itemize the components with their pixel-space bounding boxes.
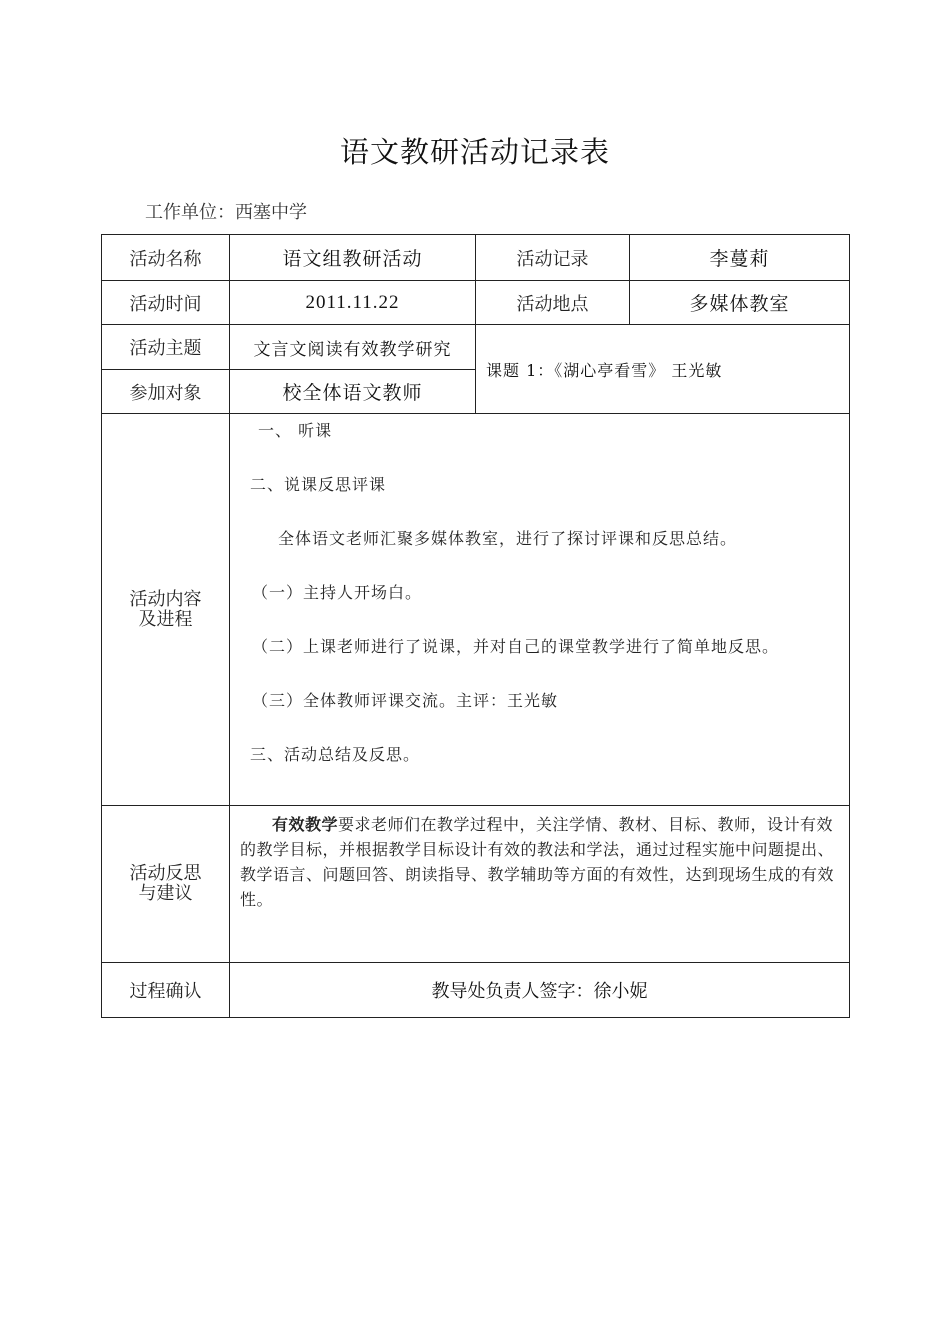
work-unit: 工作单位：西塞中学 <box>145 202 307 223</box>
recorder-value: 李蔓莉 <box>630 235 850 281</box>
participants-value: 校全体语文教师 <box>230 370 476 414</box>
reflection-label-text: 活动反思与建议 <box>129 863 202 904</box>
activity-record-table <box>101 234 850 1018</box>
activity-time-value: 2011.11.22 <box>230 281 476 325</box>
activity-place-label: 活动地点 <box>476 281 630 325</box>
activity-name-value: 语文组教研活动 <box>230 235 476 281</box>
content-line-6: （三）全体教师评课交流。主评：王光敏 <box>252 691 559 710</box>
reflection-lead: 有效教学 <box>272 815 339 834</box>
document-title: 语文教研活动记录表 <box>339 135 610 169</box>
content-cell <box>230 414 850 806</box>
confirm-label: 过程确认 <box>102 963 230 1018</box>
content-label <box>102 414 230 806</box>
content-line-4: （一）主持人开场白。 <box>252 583 423 602</box>
content-label-text: 活动内容及进程 <box>129 588 202 630</box>
content-line-7: 三、活动总结及反思。 <box>250 745 421 764</box>
activity-time-label: 活动时间 <box>102 281 230 325</box>
activity-name-label: 活动名称 <box>102 235 230 281</box>
content-line-1: 一、 听课 <box>258 421 333 440</box>
reflection-body: 要求老师们在教学过程中，关注学情、教材、目标、教师，设计有效的教学目标，并根据教学目标设计有效的教法和学法，通过过程实施中问题提出、教学语言、问题回答、朗读指导、教学辅助等方面的有效性，达到现场生成的有效性。 <box>240 815 835 909</box>
content-line-5: （二）上课老师进行了说课，并对自己的课堂教学进行了简单地反思。 <box>252 637 780 656</box>
activity-theme-value: 文言文阅读有效教学研究 <box>230 325 476 370</box>
lesson-info: 课题 1：《湖心亭看雪》 王光敏 <box>476 325 850 414</box>
participants-label: 参加对象 <box>102 370 230 414</box>
activity-theme-label: 活动主题 <box>102 325 230 370</box>
reflection-label <box>102 806 230 963</box>
confirm-signature: 教导处负责人签字：徐小妮 <box>230 963 850 1018</box>
activity-place-value: 多媒体教室 <box>630 281 850 325</box>
reflection-cell <box>230 806 850 963</box>
content-line-2: 二、说课反思评课 <box>250 475 387 494</box>
content-line-3: 全体语文老师汇聚多媒体教室，进行了探讨评课和反思总结。 <box>278 529 738 548</box>
reflection-text <box>240 812 841 912</box>
recorder-label: 活动记录 <box>476 235 630 281</box>
